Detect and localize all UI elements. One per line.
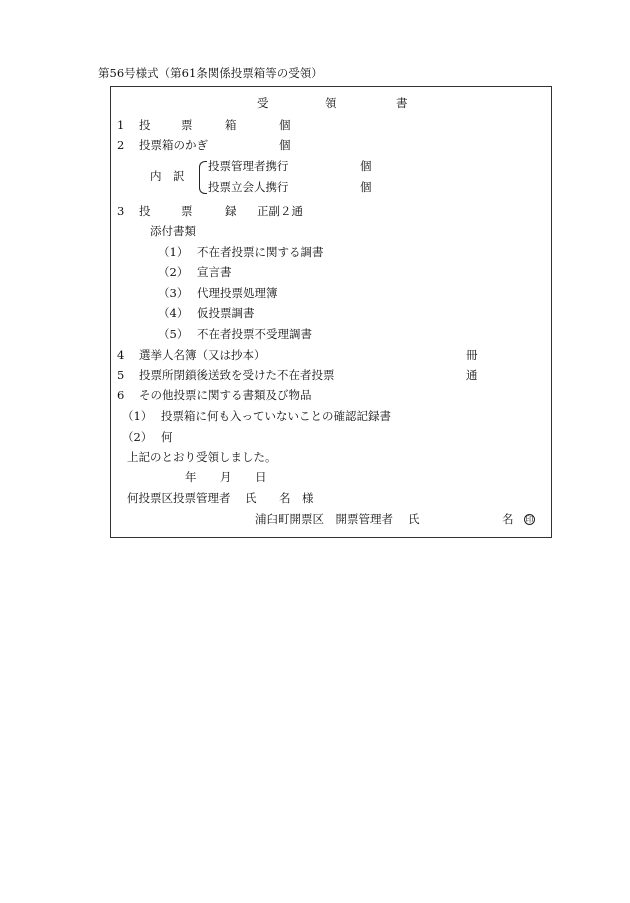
item6-sub-1-number: （1） — [122, 409, 153, 423]
item6-sub-1-label: 投票箱に何も入っていないことの確認記録書 — [161, 409, 391, 423]
form-header: 第56号様式（第61条関係投票箱等の受領） — [98, 66, 323, 80]
item1-char-2: 票 — [181, 118, 193, 132]
date-year: 年 — [185, 470, 197, 484]
breakdown-label-char-2: 訳 — [173, 169, 185, 183]
attachment-5-number: （5） — [158, 327, 189, 341]
attachment-1-number: （1） — [158, 245, 189, 259]
attachment-3-label: 代理投票処理簿 — [197, 286, 278, 300]
title-char-2: 領 — [325, 96, 337, 110]
title-char-1: 受 — [257, 96, 269, 110]
signer-mei: 名 — [502, 512, 514, 526]
breakdown-row-2-unit: 個 — [360, 180, 372, 194]
item1-number: 1 — [117, 118, 125, 132]
addressee-sama: 様 — [302, 491, 314, 505]
confirmation-text: 上記のとおり受領しました。 — [127, 450, 277, 464]
item3-note: 正副２通 — [257, 204, 303, 218]
item2-number: 2 — [117, 138, 125, 152]
item6-number: 6 — [117, 388, 125, 402]
breakdown-row-2-label: 投票立会人携行 — [208, 180, 289, 194]
title-char-3: 書 — [396, 96, 408, 110]
attachment-2-number: （2） — [158, 265, 189, 279]
item1-char-3: 箱 — [225, 118, 237, 132]
item2-label: 投票箱のかぎ — [139, 138, 208, 152]
addressee-label: 何投票区投票管理者 — [127, 491, 231, 505]
attachment-4-number: （4） — [158, 306, 189, 320]
item3-char-3: 録 — [225, 204, 237, 218]
signer-label: 浦臼町開票区 開票管理者 — [255, 512, 393, 526]
item5-unit: 通 — [466, 368, 478, 382]
item6-sub-2-number: （2） — [122, 430, 153, 444]
item1-unit: 個 — [279, 118, 291, 132]
attachment-4-label: 仮投票調書 — [197, 306, 255, 320]
date-month: 月 — [220, 470, 232, 484]
item4-unit: 冊 — [466, 348, 478, 362]
item3-char-1: 投 — [139, 204, 151, 218]
seal-char: 印 — [525, 515, 534, 524]
item4-number: 4 — [117, 348, 125, 362]
item6-sub-2-label: 何 — [161, 430, 173, 444]
item5-number: 5 — [117, 368, 125, 382]
item6-label: その他投票に関する書類及び物品 — [139, 388, 312, 402]
item3-number: 3 — [117, 204, 125, 218]
item1-char-1: 投 — [139, 118, 151, 132]
addressee-shi: 氏 — [245, 491, 257, 505]
signer-shi: 氏 — [408, 512, 420, 526]
breakdown-row-1-unit: 個 — [360, 159, 372, 173]
attachment-1-label: 不在者投票に関する調書 — [197, 245, 324, 259]
breakdown-label-char-1: 内 — [150, 169, 162, 183]
item4-label: 選挙人名簿（又は抄本） — [139, 348, 266, 362]
item5-label: 投票所閉鎖後送致を受けた不在者投票 — [139, 368, 335, 382]
seal-mark — [524, 514, 535, 525]
item2-unit: 個 — [279, 138, 291, 152]
breakdown-row-1-label: 投票管理者携行 — [208, 159, 289, 173]
attachment-2-label: 宣言書 — [197, 265, 232, 279]
breakdown-brace — [199, 161, 207, 194]
attachment-3-number: （3） — [158, 286, 189, 300]
item3-char-2: 票 — [181, 204, 193, 218]
date-day: 日 — [255, 470, 267, 484]
addressee-mei: 名 — [279, 491, 291, 505]
attachment-5-label: 不在者投票不受理調書 — [197, 327, 312, 341]
attachments-label: 添付書類 — [150, 224, 196, 238]
